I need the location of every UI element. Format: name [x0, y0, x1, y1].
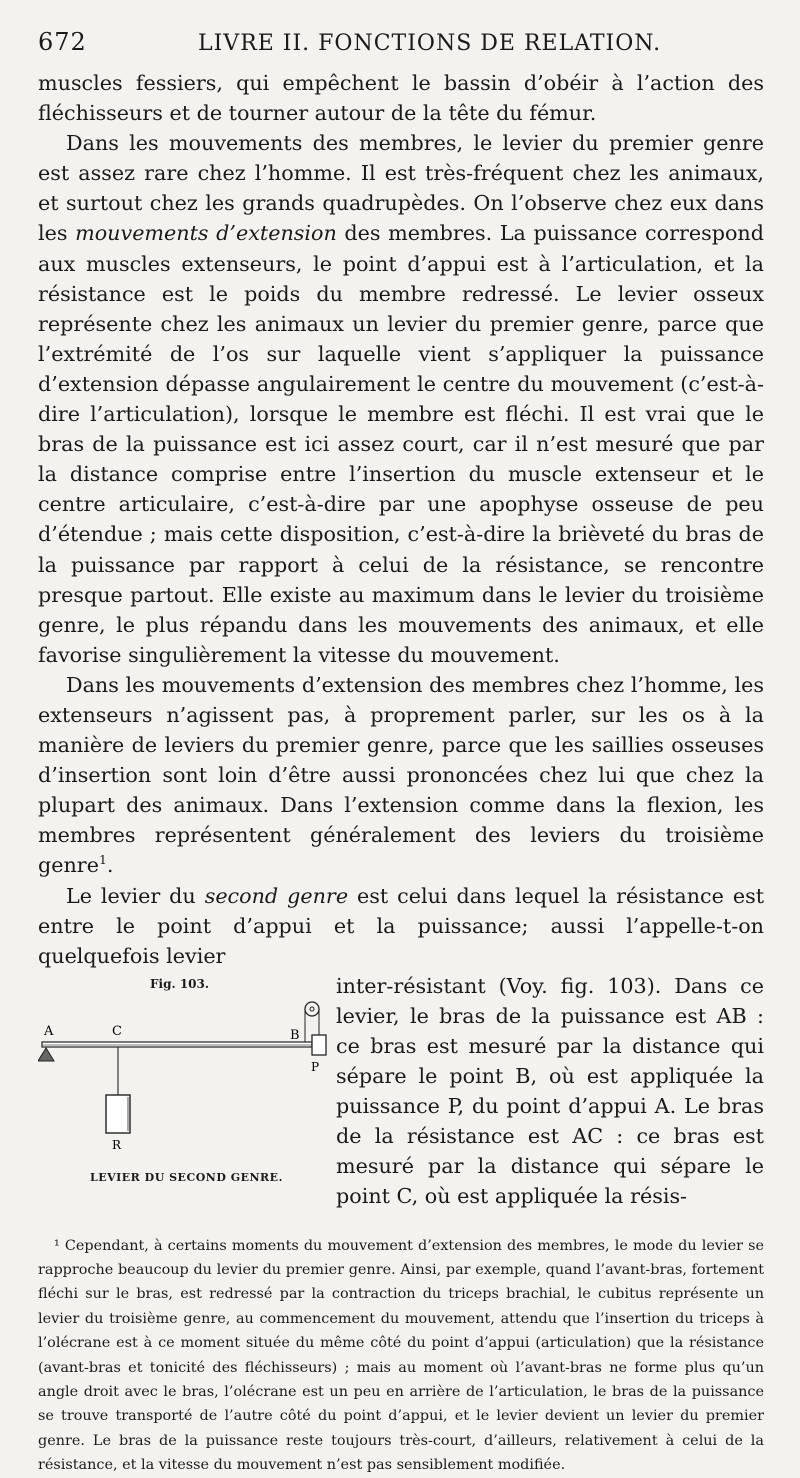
figure-103 [38, 971, 336, 1186]
footnotes [38, 1234, 764, 1478]
book-page [38, 28, 764, 1478]
label-b: B [290, 1027, 300, 1043]
paragraph-4 [38, 881, 764, 971]
figure-caption-number: Fig. 103. [150, 976, 210, 991]
paragraph-2 [38, 128, 764, 670]
pulley-wheel [305, 1002, 319, 1016]
lever-bar [42, 1042, 312, 1047]
lever-diagram [38, 991, 336, 1171]
paragraph-text: Le levier du [66, 883, 205, 908]
fulcrum-triangle [38, 1048, 54, 1061]
figure-side-text: inter-résistant (Voy. fig. 103). Dans ce levier, le bras de la puissance est AB : ce bras est mesuré par la distance qui sépare le point B, où est appliquée la puissance P, du point d’appui A. Le bras de la résistance est AC : ce bras est mesuré par la distance qui sépare le point C, où est appliquée la résis- [336, 973, 764, 1209]
paragraph-text: Dans les mouvements des membres, le levier du premier genre est assez rare chez l’homme. Il est très-fréquent chez les animaux, et surtout chez les grands quadrupèdes. On l’observe chez eux dans les [38, 131, 764, 246]
power-weight [312, 1035, 326, 1055]
paragraph-text: muscles fessiers, qui empêchent le bassin d’obéir à l’action des fléchisseurs et de tourner autour de la tête du fémur. [38, 71, 764, 126]
main-text [38, 68, 764, 971]
resistance-weight [106, 1095, 130, 1133]
label-r: R [112, 1137, 122, 1152]
footnote-1: ¹ Cependant, à certains moments du mouvement d’extension des membres, le mode du levier se rapproche beaucoup du levier du premier genre. Ainsi, par exemple, quand l’avant-bras, fortement fléchi sur le bras, est redressé par la contraction du triceps brachial, le cubitus représente un levier du troisième genre, au commencement du mouvement, attendu que l’insertion du triceps à l’olécrane est à ce moment située du même côté du point d’appui (articulation) que la résistance (avant-bras et tonicité des fléchisseurs) ; mais au moment où l’avant-bras ne forme plus qu’un angle droit avec le bras, l’olécrane est un peu en arrière de l’articulation, le bras de la puissance se trouve transporté de l’autre côté du point d’appui, et le levier devient un levier du premier genre. Le bras de la puissance reste toujours très-court, d’ailleurs, relativement à celui de la résistance, et la vitesse du mouvement n’est pas sensiblement modifiée. [38, 1237, 764, 1474]
paragraph-1 [38, 68, 764, 128]
figure-caption-title: LEVIER DU SECOND GENRE. [90, 1170, 283, 1184]
paragraph-text: . [106, 853, 114, 878]
running-head: LIVRE II. FONCTIONS DE RELATION. [198, 31, 662, 56]
paragraph-3 [38, 670, 764, 881]
page-number: 672 [38, 28, 87, 56]
italic-term: second genre [204, 883, 349, 908]
pulley-axle [310, 1007, 314, 1011]
figure-block [38, 971, 764, 1212]
page-header [38, 28, 764, 68]
label-a: A [44, 1023, 54, 1039]
label-p: P [311, 1059, 320, 1074]
paragraph-text: est celui dans lequel la résistance est entre le point d’appui et la puissance; aussi l’appelle-t-on quelquefois levier [38, 883, 765, 968]
paragraph-text: des membres. La puissance correspond aux muscles extenseurs, le point d’appui est à l’articulation, et la résistance est le poids du membre redressé. Le levier osseux représente chez les animaux un levier du premier genre, parce que l’extrémité de l’os sur laquelle vient s’appliquer la puissance d’extension dépasse angulairement le centre du mouvement (c’est-à-dire l’articulation), lorsque le membre est fléchi. Il est vrai que le bras de la puissance est ici assez court, car il n’est mesuré que par la distance comprise entre l’insertion du muscle extenseur et le centre articulaire, c’est-à-dire par une apophyse osseuse de peu d’étendue ; mais cette disposition, c’est-à-dire la brièveté du bras de la puissance par rapport à celui de la résistance, se rencontre presque partout. Elle existe au maximum dans le levier du troisième genre, le plus répandu dans les mouvements des animaux, et elle favorise singulièrement la vitesse du mouvement. [38, 221, 764, 667]
italic-term: mouvements d’extension [75, 221, 337, 246]
label-c: C [112, 1023, 122, 1039]
footnote-ref: 1 [98, 852, 107, 868]
paragraph-text: Dans les mouvements d’extension des membres chez l’homme, les extenseurs n’agissent pas, à proprement parler, sur les os à la manière de leviers du premier genre, parce que les saillies osseuses d’insertion sont loin d’être aussi prononcées chez lui que chez la plupart des animaux. Dans l’extension comme dans la flexion, les membres représentent généralement des leviers du troisième genre [38, 672, 764, 878]
